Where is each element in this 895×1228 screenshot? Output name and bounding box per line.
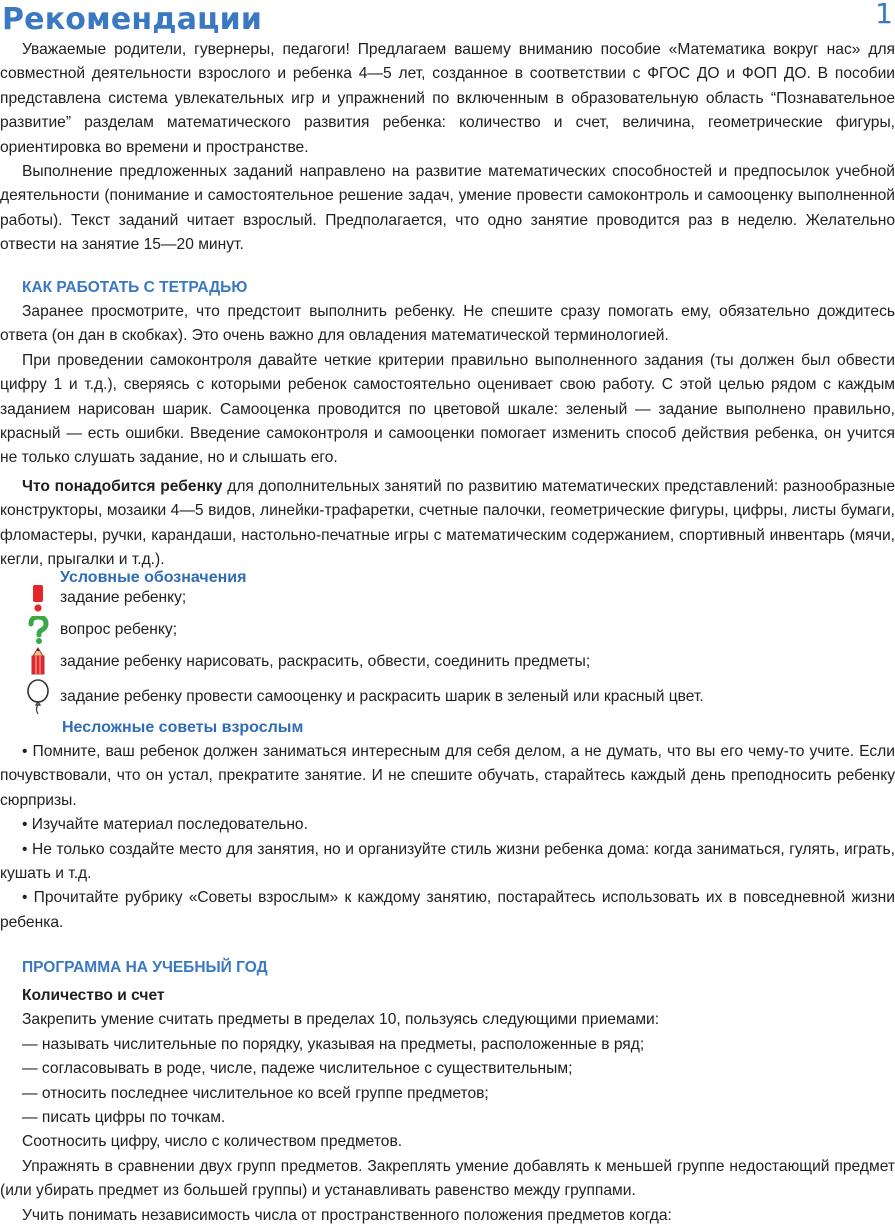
tip-item: • Прочитайте рубрику «Советы взрослым» к каждому занятию, постарайтесь использовать их в повседневной жизни ребенка.	[0, 889, 895, 931]
workbook-paragraph-2: При проведении самоконтроля давайте четкие критерии правильно выполненного задания (ты должен был обвести цифру 1 и т.д.), сверяясь с которыми ребенок самостоятельно оценивает свою работу. С этой целью рядом с каждым заданием нарисован шарик. Самооценка проводится по цветовой шкале: зеленый — задание выполнено правильно, красный — есть ошибки. Введение самоконтроля и самооценки помогает изменить способ действия ребенка, он учится не только слушать задание, но и слышать его.	[0, 351, 895, 467]
legend-item-label: вопрос ребенку;	[60, 620, 178, 638]
program-paragraph: Упражнять в сравнении двух групп предметов. Закреплять умение добавлять к меньшей группе недостающий предмет (или убирать предмет из большей группы) и устанавливать равенство между группами.	[0, 1157, 895, 1200]
needs-bold-lead: Что понадобится ребенку	[22, 477, 223, 495]
workbook-needs-paragraph	[0, 475, 895, 573]
intro-paragraph-2: Выполнение предложенных заданий направлено на развитие математических способностей и предпосылок учебной деятельности (понимание и самостоятельное решение задач, умение провести самоконтроль и самооценку выполненной работы). Текст заданий читает взрослый. Предполагается, что одно занятие проводится раз в неделю. Желательно отвести на занятие 15—20 минут.	[0, 163, 895, 254]
legend-item-question	[0, 614, 895, 646]
program-heading: ПРОГРАММА НА УЧЕБНЫЙ ГОД	[22, 959, 268, 976]
intro-paragraph-1: Уважаемые родители, гувернеры, педагоги! Предлагаем вашему вниманию пособие «Математика вокруг нас» для совместной деятельности взрослого и ребенка 4—5 лет, созданное в соответствии с ФГОС ДО и ФОП ДО. В пособии представлена система увлекательных игр и упражнений по включенным в образовательную область “Познавательное развитие” разделам математического развития ребенка: количество и счет, величина, геометрические фигуры, ориентировка во времени и пространстве.	[0, 41, 895, 156]
workbook-paragraph-1: Заранее просмотрите, что предстоит выполнить ребенку. Не спешите сразу помогать ему, обязательно дождитесь ответа (он дан в скобках). Это очень важно для овладения математической терминологией.	[0, 303, 895, 345]
legend-item-label: задание ребенку;	[60, 588, 187, 606]
program-subheading: Количество и счет	[22, 987, 165, 1004]
program-lead: Закрепить умение считать предметы в пределах 10, пользуясь следующими приемами:	[22, 1011, 660, 1029]
legend-item-task	[0, 582, 895, 614]
tip-item: • Помните, ваш ребенок должен заниматься интересным для себя делом, а не думать, что вы его чему-то учите. Если почувствовали, что он устал, прекратите занятие. И не спешите обучать, старайтесь каждый день преподносить ребенку сюрпризы.	[0, 743, 895, 809]
legend-section	[0, 566, 895, 716]
intro-section	[0, 38, 895, 258]
program-section	[0, 956, 895, 1228]
program-paragraph: Учить понимать независимость числа от пространственного положения предметов когда:	[22, 1206, 672, 1224]
legend-item-balloon	[0, 678, 895, 716]
workbook-section	[0, 276, 895, 572]
program-dash-item: — согласовывать в роде, числе, падеже числительное с существительным;	[22, 1060, 573, 1078]
legend-item-label: задание ребенку провести самооценку и раскрасить шарик в зеленый или красный цвет.	[60, 687, 704, 705]
tip-item: • Не только создайте место для занятия, но и организуйте стиль жизни ребенка дома: когда заниматься, гулять, играть, кушать и т.д.	[0, 840, 895, 883]
legend-item-draw	[0, 646, 895, 678]
needs-text: для дополнительных занятий по развитию математических представлений: разнообразные конструкторы, мозаики 4—5 видов, линейки-трафаретки, счетные палочки, геометрические фигуры, цифры, листы бумаги, фломастеры, ручки, карандаши, настольно-печатные игры с математическим содержанием, спортивный инвентарь (мячи, кегли, прыгалки и т.д.).	[0, 477, 895, 569]
legend-item-label: задание ребенку нарисовать, раскрасить, обвести, соединить предметы;	[60, 652, 591, 670]
page-title: Рекомендации	[2, 2, 263, 37]
program-dash-item: — относить последнее числительное ко всей группе предметов;	[22, 1084, 489, 1102]
program-dash-item: — называть числительные по порядку, указывая на предметы, расположенные в ряд;	[22, 1035, 645, 1053]
tips-heading: Несложные советы взрослым	[62, 719, 304, 736]
page-number: 1	[875, 0, 893, 30]
workbook-heading: КАК РАБОТАТЬ С ТЕТРАДЬЮ	[22, 279, 248, 296]
tip-item: • Изучайте материал последовательно.	[22, 816, 308, 834]
legend-heading: Условные обозначения	[60, 569, 247, 586]
tips-section	[0, 716, 895, 935]
program-paragraph: Соотносить цифру, число с количеством предметов.	[22, 1133, 403, 1151]
program-dash-item: — писать цифры по точкам.	[22, 1109, 226, 1127]
